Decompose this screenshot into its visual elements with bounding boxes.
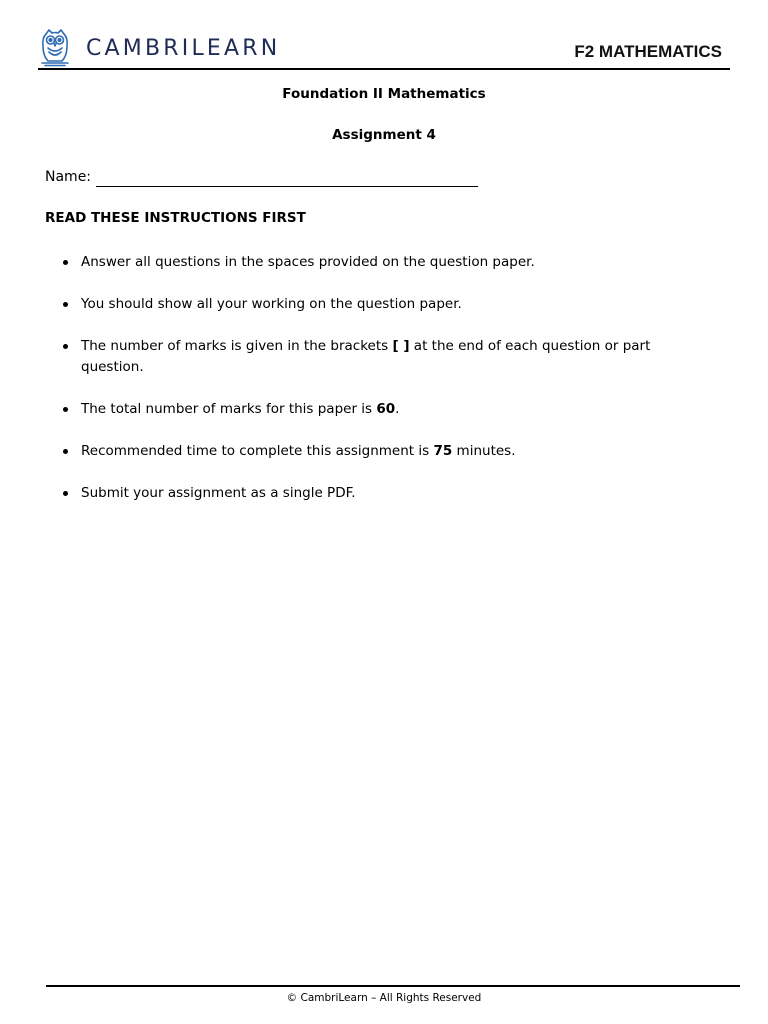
marks-brackets: [ ] <box>392 338 410 354</box>
list-item <box>62 336 682 378</box>
document-title: Foundation II Mathematics <box>282 86 486 102</box>
list-item <box>62 252 682 273</box>
instructions-heading: READ THESE INSTRUCTIONS FIRST <box>45 210 306 226</box>
instruction-text: You should show all your working on the question paper. <box>81 296 462 312</box>
recommended-minutes: 75 <box>433 443 453 459</box>
copyright-footer: © CambriLearn – All Rights Reserved <box>286 992 482 1004</box>
instruction-text: Submit your assignment as a single PDF. <box>81 485 356 501</box>
instruction-text-post: . <box>395 401 400 417</box>
instruction-text-post: at the end of each question or part question. <box>81 338 651 375</box>
footer-divider <box>46 985 740 987</box>
bullet-icon <box>63 302 68 307</box>
bullet-icon <box>63 491 68 496</box>
bullet-icon <box>63 407 68 412</box>
list-item <box>62 483 682 504</box>
list-item <box>62 441 682 462</box>
instruction-text: Answer all questions in the spaces provided on the question paper. <box>81 254 535 270</box>
instruction-text-pre: Recommended time to complete this assignment is <box>81 443 434 459</box>
instruction-text-post: minutes. <box>452 443 516 459</box>
total-marks: 60 <box>376 401 396 417</box>
document-subtitle: Assignment 4 <box>332 127 436 143</box>
header-divider <box>38 68 730 70</box>
bullet-icon <box>63 344 68 349</box>
instruction-text-pre: The total number of marks for this paper is <box>81 401 377 417</box>
owl-icon <box>39 28 71 68</box>
list-item <box>62 294 682 315</box>
instructions-list <box>62 252 682 525</box>
bullet-icon <box>63 260 68 265</box>
course-code: F2 MATHEMATICS <box>574 42 722 61</box>
instruction-text-pre: The number of marks is given in the brackets <box>81 338 393 354</box>
name-field-line <box>96 186 478 187</box>
list-item <box>62 399 682 420</box>
page-header <box>36 28 730 70</box>
name-label: Name: <box>45 169 92 185</box>
brand-name: CAMBRILEARN <box>86 36 281 61</box>
bullet-icon <box>63 449 68 454</box>
